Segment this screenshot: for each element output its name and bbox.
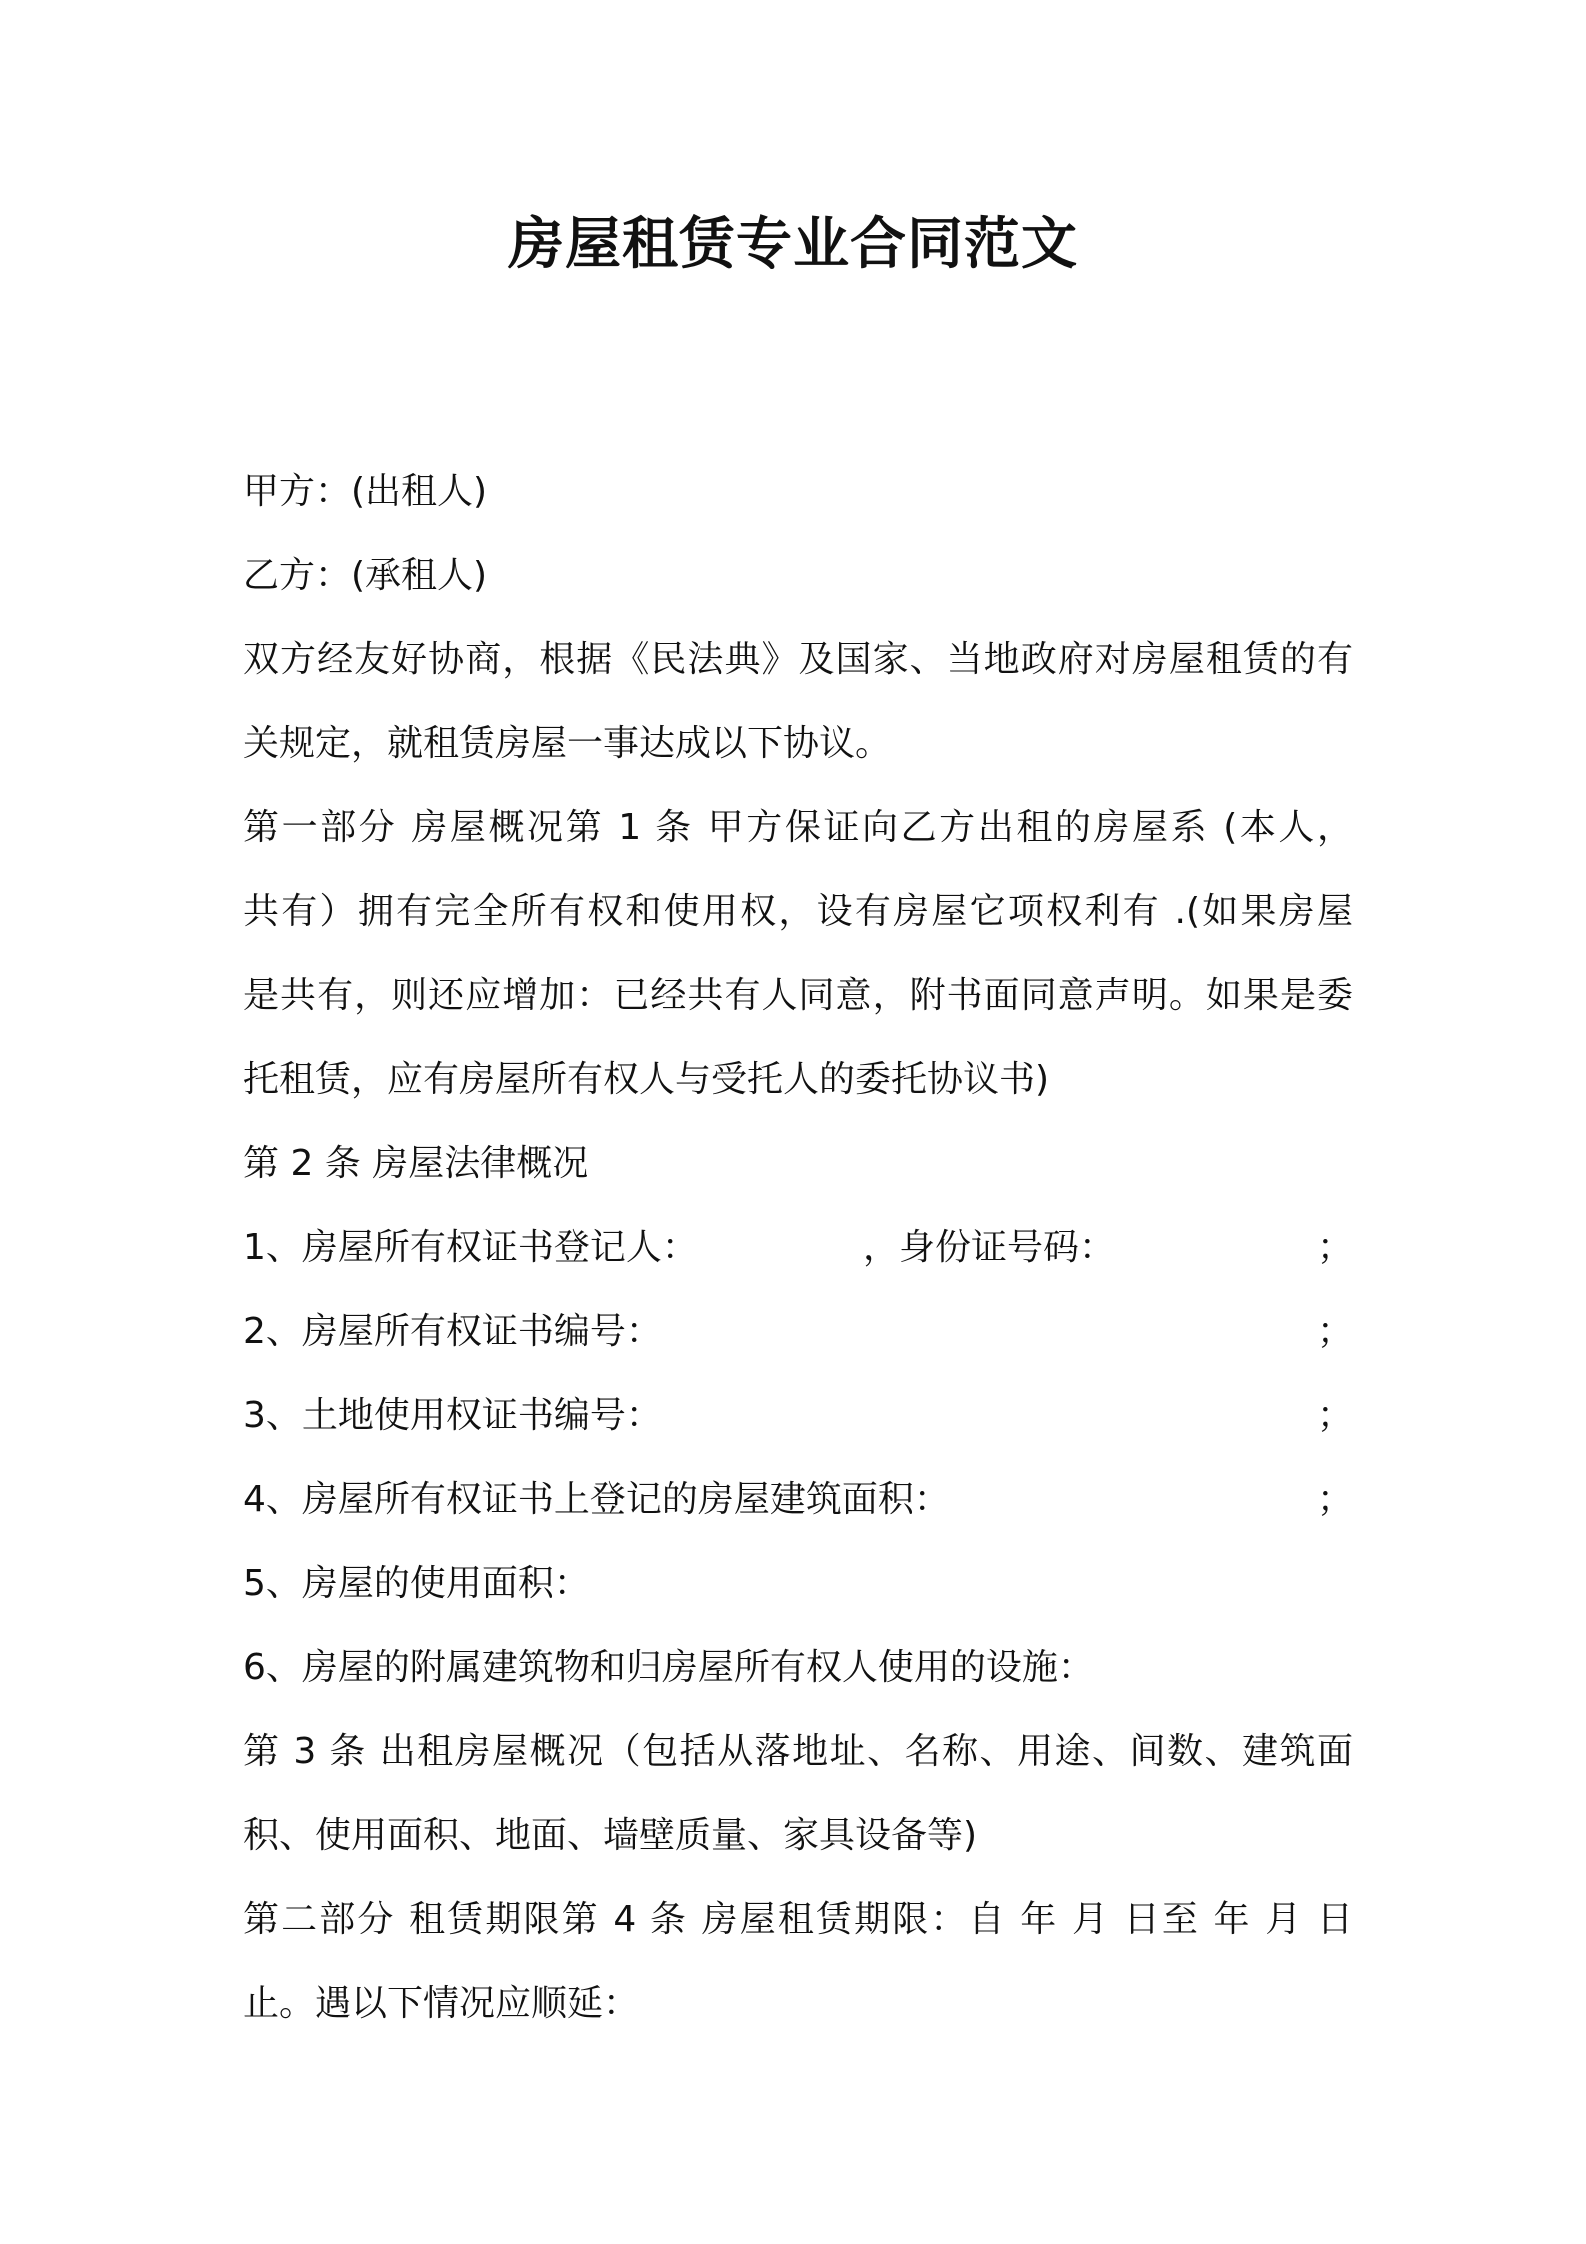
preamble-line-2: 关规定，就租赁房屋一事达成以下协议。 — [243, 723, 892, 764]
item-1-id-label: ，身份证号码： — [863, 1227, 1116, 1268]
article3-line-1: 第 3 条 出租房屋概况（包括从落地址、名称、用途、间数、建筑面 — [243, 1731, 1353, 1772]
item-3-label: 3、土地使用权证书编号： — [243, 1395, 662, 1436]
part2-line-2: 止。遇以下情况应顺延： — [243, 1983, 640, 2024]
party-b-line: 乙方：(承租人) — [243, 555, 488, 596]
article2-item-2 — [243, 1290, 1353, 1374]
item-3-semicolon: ； — [1316, 1395, 1353, 1436]
article2-heading: 第 2 条 房屋法律概况 — [243, 1143, 589, 1184]
part1-line-2: 共有）拥有完全所有权和使用权，设有房屋它项权利有 .(如果房屋 — [243, 891, 1353, 932]
preamble-line-1: 双方经友好协商，根据《民法典》及国家、当地政府对房屋租赁的有 — [243, 639, 1353, 680]
article2-item-3 — [243, 1374, 1353, 1458]
item-2-label: 2、房屋所有权证书编号： — [243, 1311, 662, 1352]
item-4-semicolon: ； — [1316, 1479, 1353, 1520]
document-body — [243, 450, 1353, 2046]
article2-item-1 — [243, 1206, 1353, 1290]
part1-line-1: 第一部分 房屋概况第 1 条 甲方保证向乙方出租的房屋系 (本人， — [243, 807, 1353, 848]
item-4-label: 4、房屋所有权证书上登记的房屋建筑面积： — [243, 1479, 950, 1520]
article2-item-4 — [243, 1458, 1353, 1542]
part1-line-4: 托租赁，应有房屋所有权人与受托人的委托协议书) — [243, 1059, 1050, 1100]
item-1-label: 1、房屋所有权证书登记人： — [243, 1227, 698, 1268]
article2-item-5: 5、房屋的使用面积： — [243, 1563, 590, 1604]
party-a-line: 甲方：(出租人) — [243, 471, 488, 512]
part1-line-3: 是共有，则还应增加：已经共有人同意，附书面同意声明。如果是委 — [243, 975, 1353, 1016]
article2-item-6: 6、房屋的附属建筑物和归房屋所有权人使用的设施： — [243, 1647, 1094, 1688]
item-1-semicolon: ； — [1316, 1227, 1353, 1268]
part2-line-1: 第二部分 租赁期限第 4 条 房屋租赁期限：自 年 月 日至 年 月 日 — [243, 1899, 1353, 1940]
document-title: 房屋租赁专业合同范文 — [508, 212, 1078, 277]
item-2-semicolon: ； — [1316, 1311, 1353, 1352]
article3-line-2: 积、使用面积、地面、墙壁质量、家具设备等) — [243, 1815, 978, 1856]
